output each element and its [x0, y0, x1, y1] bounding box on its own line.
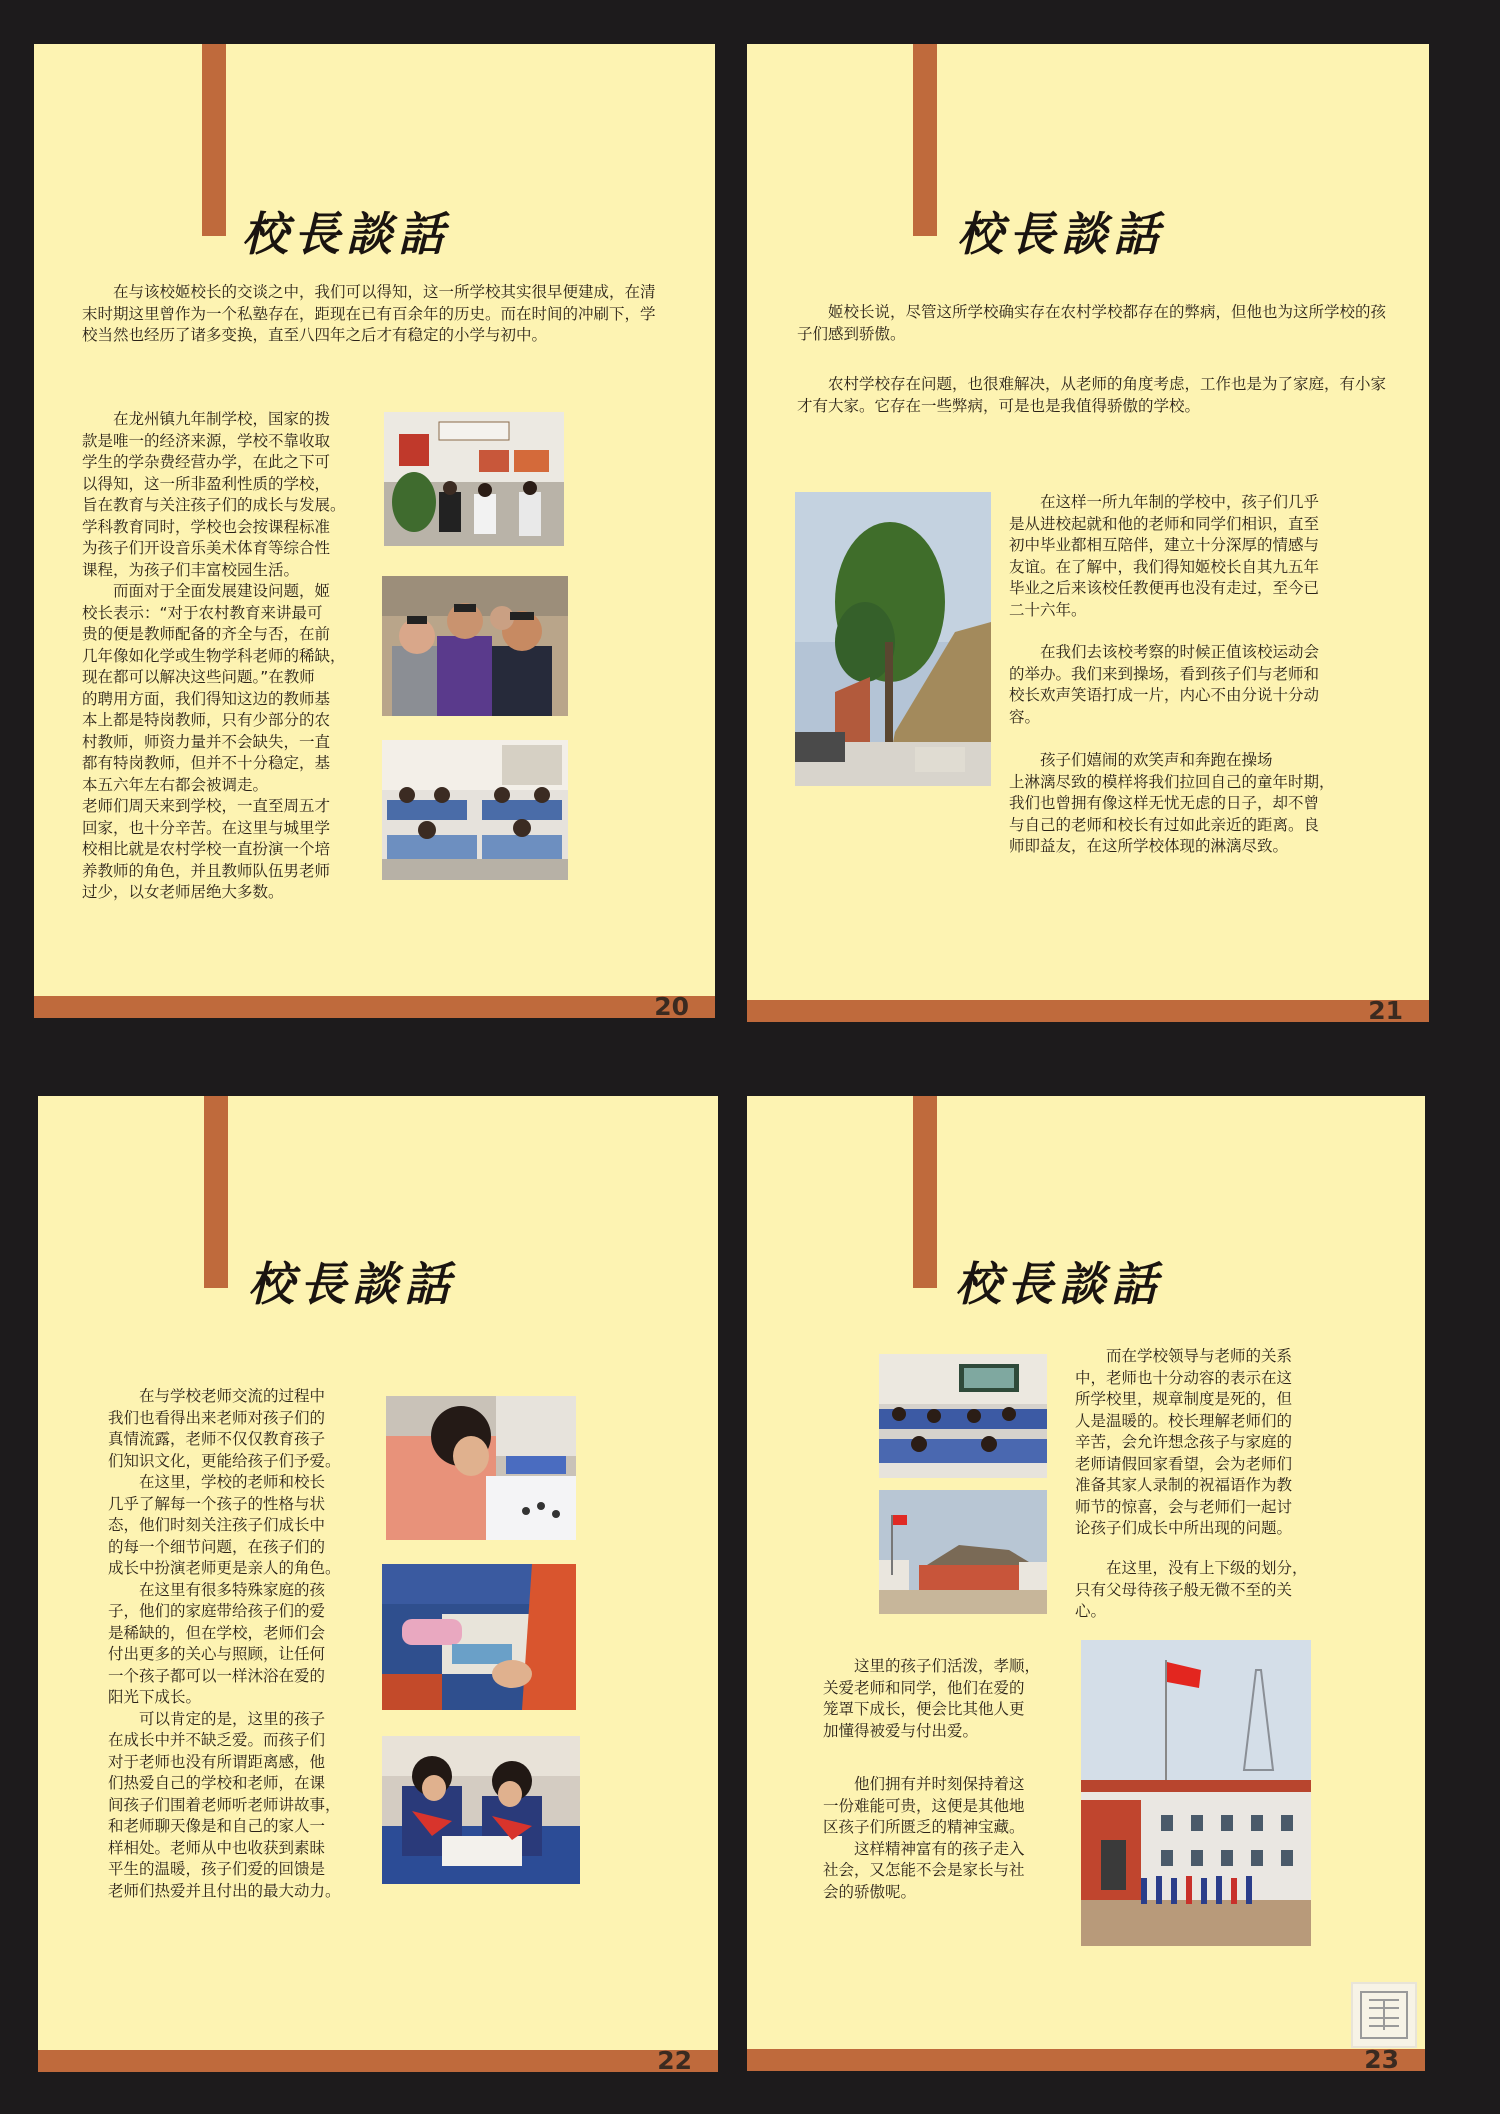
page-footer-bar [747, 2045, 1425, 2071]
paragraph-1: 而在学校领导与老师的关系 中，老师也十分动容的表示在这 所学校里，规章制度是死的，但 人是温暖的。校长理解老师们的 辛苦，会允许想念孩子与家庭的 老师请假回家看望，会为老师们 准备其家人录制的祝福语作为教 师节的惊喜，会与老师们一起讨 论孩子们成长中所出现的问题。 [1075, 1347, 1293, 1537]
seal-logo-icon [1351, 1982, 1417, 2048]
paragraph-1: 姬校长说，尽管这所学校确实存在农村学校都存在的弊病，但他也为这所学校的孩子们感到骄傲。 [797, 303, 1387, 343]
intro-paragraph: 在与该校姬校长的交谈之中，我们可以得知，这一所学校其实很早便建成，在清末时期这里曾作为一个私塾存在，距现在已有百余年的历史。而在时间的冲刷下，学校当然也经历了诸多变换，直至八四年之后才有稳定的小学与初中。 [82, 283, 656, 344]
accent-tab [202, 44, 226, 236]
paragraph-3: 在这样一所九年制的学校中，孩子们几乎 是从进校起就和他的老师和同学们相识，直至 初中毕业都相互陪伴，建立十分深厚的情感与 友谊。在了解中，我们得知姬校长自其九五年 毕业之后来该校任教便再也没有走过，至今已 二十六年。 [1009, 493, 1320, 619]
photo-girl-writing [386, 1396, 576, 1540]
photo-tree-school-gate [795, 492, 991, 786]
page-heading: 校長談話 [955, 1257, 1163, 1311]
page-number: 21 [1368, 996, 1403, 1022]
page-22 [38, 1096, 718, 2072]
page-footer-bar [747, 996, 1429, 1022]
paragraph-4: 在我们去该校考察的时候正值该校运动会 的举办。我们来到操场，看到孩子们与老师和 校长欢声笑语打成一片，内心不由分说十分动 容。 [1009, 643, 1320, 726]
photo-children-group [382, 576, 568, 716]
photo-school-flag-building [879, 1490, 1047, 1614]
photo-flag-school-building [1081, 1640, 1311, 1946]
page-number: 23 [1364, 2045, 1399, 2071]
page-heading: 校長談話 [242, 207, 450, 261]
body-paragraph: 在与学校老师交流的过程中 我们也看得出来老师对孩子们的 真情流露，老师不仅仅教育孩子 们知识文化，更能给孩子们予爱。 在这里，学校的老师和校长 几乎了解每一个孩子的性格与状 态，他们时刻关注孩子们成长中 的每一个细节问题，在孩子们的 成长中扮演老师更是亲人的角色。 在这里有很多特殊家庭的孩 子，他们的家庭带给孩子们的爱 是稀缺的，但在学校，老师们会 付出更多的关心与照顾，让任何 一个孩子都可以一样沐浴在爱的 阳光下成长。 可以肯定的是，这里的孩子 在成长中并不缺乏爱。而孩子们 对于老师也没有所谓距离感，他 们热爱自己的学校和老师，在课 间孩子们围着老师听老师讲故事， 和老师聊天像是和自己的家人一 样相处。老师从中也收获到素昧 平生的温暖，孩子们爱的回馈是 老师们热爱并且付出的最大动力。 [108, 1387, 341, 1900]
page-footer-bar [38, 2046, 718, 2072]
accent-tab [204, 1096, 228, 1288]
page-number: 20 [654, 992, 689, 1018]
page-23 [747, 1096, 1425, 2071]
photo-classroom-blackboard [879, 1354, 1047, 1478]
photo-girls-studying [382, 1736, 580, 1884]
accent-tab [913, 44, 937, 236]
page-number: 22 [657, 2046, 692, 2072]
page-21 [747, 44, 1429, 1022]
paragraph-2: 农村学校存在问题，也很难解决，从老师的角度考虑，工作也是为了家庭，有小家才有大家。它存在一些弊病，可是也是我值得骄傲的学校。 [797, 375, 1387, 415]
photo-office-meeting [384, 412, 564, 546]
photo-desk-pencil-case [382, 1564, 576, 1710]
page-heading: 校長談話 [957, 207, 1165, 261]
page-20 [34, 44, 715, 1018]
accent-tab [913, 1096, 937, 1288]
body-paragraph: 在龙州镇九年制学校，国家的拨 款是唯一的经济来源，学校不靠收取 学生的学杂费经营办学，在此之下可 以得知，这一所非盈利性质的学校， 旨在教育与关注孩子们的成长与发展。 学科教育同时，学校也会按课程标准 为孩子们开设音乐美术体育等综合性 课程，为孩子们丰富校园生活。 而面对于全面发展建设问题，姬 校长表示：“对于农村教育来讲最可 贵的便是教师配备的齐全与否，在前 几年像如化学或生物学科老师的稀缺， 现在都可以解决这些问题。”在教师 的聘用方面，我们得知这边的教师基 本上都是特岗教师，只有少部分的农 村教师，师资力量并不会缺失，一直 都有特岗教师，但并不十分稳定，基 本五六年左右都会被调走。 老师们周天来到学校，一直至周五才 回家，也十分辛苦。在这里与城里学 校相比就是农村学校一直扮演一个培 养教师的角色，并且教师队伍男老师 过少，以女老师居绝大多数。 [82, 410, 346, 901]
paragraph-5: 孩子们嬉闹的欢笑声和奔跑在操场 上淋漓尽致的模样将我们拉回自己的童年时期， 我们也曾拥有像这样无忧无虑的日子，却不曾 与自己的老师和校长有过如此亲近的距离。良 师即益友，在这所学校体现的淋漓尽致。 [1009, 751, 1335, 855]
page-footer-bar [34, 992, 715, 1018]
paragraph-4: 他们拥有并时刻保持着这 一份难能可贵，这便是其他地 区孩子们所匮乏的精神宝藏。 这样精神富有的孩子走入 社会，又怎能不会是家长与社 会的骄傲呢。 [823, 1775, 1025, 1901]
paragraph-3: 这里的孩子们活泼，孝顺， 关爱老师和同学，他们在爱的 笼罩下成长，便会比其他人更 加懂得被爱与付出爱。 [823, 1657, 1041, 1740]
photo-classroom-students [382, 740, 568, 880]
page-heading: 校長談話 [248, 1257, 456, 1311]
paragraph-2: 在这里，没有上下级的划分， 只有父母待孩子般无微不至的关 心。 [1075, 1559, 1308, 1620]
